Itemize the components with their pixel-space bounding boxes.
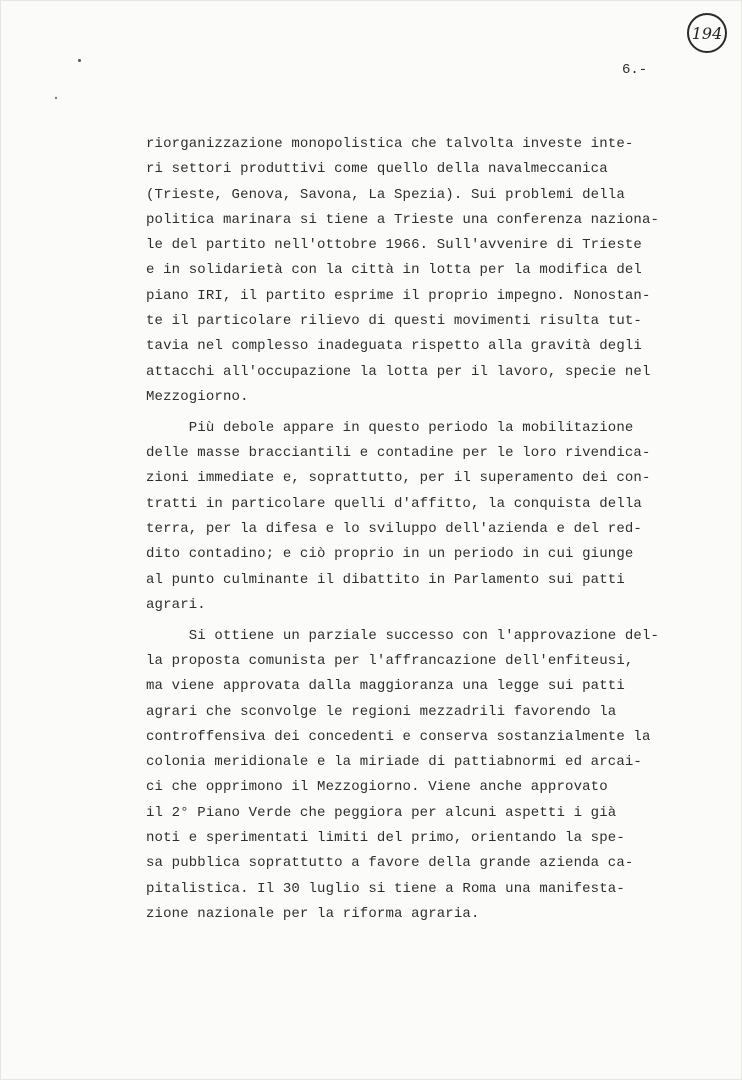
text-line: ma viene approvata dalla maggioranza una legge sui patti (146, 678, 625, 695)
paper-speck (78, 59, 81, 62)
text-line: controffensiva dei concedenti e conserva sostanzialmente la (146, 728, 651, 745)
text-line: il 2° Piano Verde che peggiora per alcuni aspetti i già (146, 804, 617, 821)
text-line: zione nazionale per la riforma agraria. (146, 905, 480, 922)
archive-stamp-number: 194 (691, 23, 723, 43)
archive-stamp (687, 13, 727, 53)
paragraph (146, 416, 706, 618)
text-line: le del partito nell'ottobre 1966. Sull'avvenire di Trieste (146, 237, 642, 254)
text-line: te il particolare rilievo di questi movimenti risulta tut- (146, 313, 642, 330)
text-line: politica marinara si tiene a Trieste una conferenza naziona- (146, 211, 660, 228)
text-line: agrari che sconvolge le regioni mezzadrili favorendo la (146, 703, 617, 720)
body-text (146, 132, 706, 927)
text-line: dito contadino; e ciò proprio in un periodo in cui giunge (146, 546, 634, 563)
text-line: zioni immediate e, soprattutto, per il superamento dei con- (146, 470, 651, 487)
text-line: delle masse bracciantili e contadine per le loro rivendica- (146, 445, 651, 462)
text-line: sa pubblica soprattutto a favore della grande azienda ca- (146, 855, 634, 872)
text-line: Si ottiene un parziale successo con l'approvazione del- (146, 627, 660, 644)
text-line: tratti in particolare quelli d'affitto, la conquista della (146, 495, 642, 512)
text-line: Mezzogiorno. (146, 388, 249, 405)
text-line: attacchi all'occupazione la lotta per il lavoro, specie nel (146, 363, 651, 380)
text-line: agrari. (146, 596, 206, 613)
text-line: colonia meridionale e la miriade di pattiabnormi ed arcai- (146, 754, 642, 771)
text-line: terra, per la difesa e lo sviluppo dell'azienda e del red- (146, 520, 642, 537)
text-line: noti e sperimentati limiti del primo, orientando la spe- (146, 830, 625, 847)
page-number: 6.- (622, 62, 648, 78)
text-line: (Trieste, Genova, Savona, La Spezia). Sui problemi della (146, 186, 625, 203)
text-line: la proposta comunista per l'affrancazione dell'enfiteusi, (146, 652, 634, 669)
text-line: ri settori produttivi come quello della navalmeccanica (146, 161, 608, 178)
paper-speck (55, 97, 57, 99)
text-line: e in solidarietà con la città in lotta per la modifica del (146, 262, 642, 279)
text-line: tavia nel complesso inadeguata rispetto alla gravità degli (146, 338, 642, 355)
text-line: ci che opprimono il Mezzogiorno. Viene anche approvato (146, 779, 608, 796)
text-line: piano IRI, il partito esprime il proprio impegno. Nonostan- (146, 287, 651, 304)
text-line: riorganizzazione monopolistica che talvolta investe inte- (146, 136, 634, 152)
text-line: al punto culminante il dibattito in Parlamento sui patti (146, 571, 625, 588)
paragraph (146, 624, 706, 928)
paragraph (146, 132, 706, 410)
text-line: pitalistica. Il 30 luglio si tiene a Roma una manifesta- (146, 880, 625, 897)
text-line: Più debole appare in questo periodo la mobilitazione (146, 419, 634, 436)
